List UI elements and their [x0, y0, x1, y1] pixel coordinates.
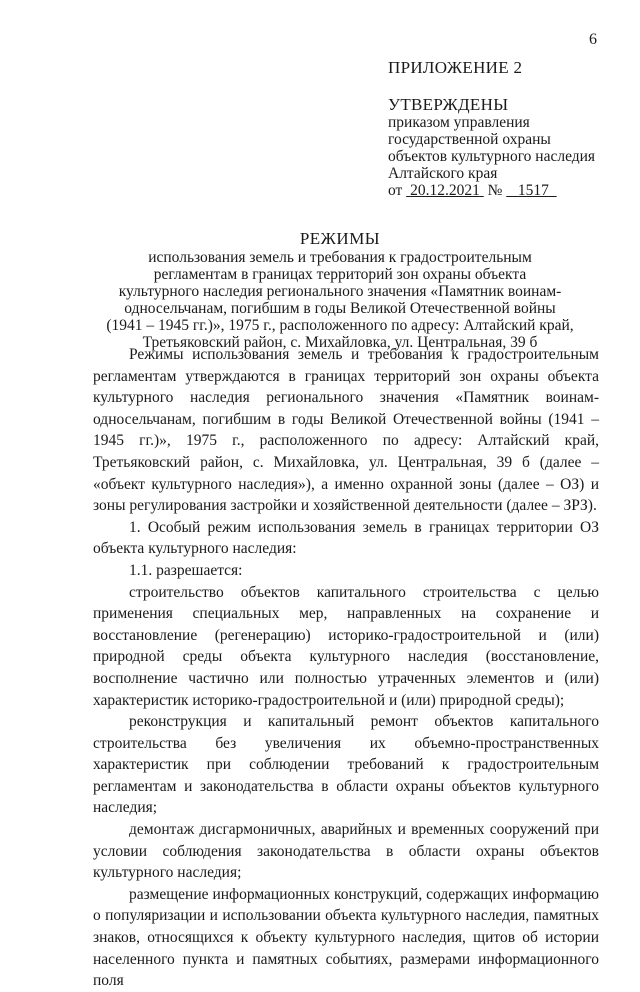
paragraph: демонтаж дисгармоничных, аварийных и временных сооружений при условии соблюдения законодательства в области охраны объектов культурного наследия; — [93, 821, 599, 882]
title-line: регламентам в границах территорий зон охраны объекта — [153, 266, 527, 283]
number-prefix: № — [483, 182, 507, 199]
page-number: 6 — [589, 31, 597, 48]
title-line: (1941 – 1945 гг.)», 1975 г., расположенного по адресу: Алтайский край, — [106, 317, 574, 334]
title-line: использования земель и требования к градостроительным — [148, 249, 532, 266]
approval-block — [388, 58, 628, 199]
paragraph: строительство объектов капитального строительства с целью применения специальных мер, направленных на сохранение и восстановление (регенерацию) историко-градостроительной и (или) природной среды объекта культурного наследия (восстановление, восполнение частично или полностью утраченных элементов и (или) характеристик историко-градостроительной и (или) природной среды); — [93, 583, 599, 709]
approval-line: объектов культурного наследия — [388, 148, 596, 165]
paragraph: размещение информационных конструкций, содержащих информацию о популяризации и использовании объекта культурного наследия, памятных знаков, относящихся к объекту культурного наследия, щитов об истории населенного пункта и памятных событиях, размерами информационного поля — [93, 885, 599, 990]
paragraph: 1.1. разрешается: — [129, 561, 243, 579]
title-line: Третьяковский район, с. Михайловка, ул. Центральная, 39 б — [142, 334, 538, 351]
paragraph: реконструкция и капитальный ремонт объектов капитального строительства без увеличения их объемно-пространственных характеристик при соблюдении требований к градостроительным регламентам и законодательства в области охраны объектов культурного наследия; — [93, 713, 599, 817]
document-body — [93, 344, 599, 992]
order-number: 1517 — [517, 182, 549, 199]
paragraph: Режимы использования земель и требования к градостроительным регламентам утверждаются в границах территорий зон охраны объекта культурного наследия регионального значения «Памятник воинам-односельчанам, погибшим в годы Великой Отечественной войны (1941 – 1945 гг.)», 1975 г., расположенного по адресу: Алтайский край, Третьяковский район, с. Михайловка, ул. Центральная, 39 б (далее – «объект культурного наследия»), а именно охранной зоны (далее – ОЗ) и зоны регулирования застройки и хозяйственной деятельности (далее – ЗРЗ). — [93, 346, 599, 515]
paragraph: 1. Особый режим использования земель в границах территории ОЗ объекта культурного наследия: — [93, 518, 599, 558]
title-line: односельчанам, погибшим в годы Великой Отечественной войны — [124, 300, 556, 317]
order-date: 20.12.2021 — [410, 182, 480, 199]
document-title: РЕЖИМЫ — [299, 229, 381, 248]
approved-label: УТВЕРЖДЕНЫ — [388, 95, 509, 114]
approval-line: Алтайского края — [388, 165, 498, 182]
approval-line: приказом управления — [388, 114, 530, 131]
approval-date-line — [388, 182, 628, 199]
title-line: культурного наследия регионального значения «Памятник воинам- — [118, 283, 562, 300]
approval-line: государственной охраны — [388, 131, 551, 148]
appendix-label: ПРИЛОЖЕНИЕ 2 — [388, 58, 523, 77]
document-title-block — [100, 230, 580, 351]
date-prefix: от — [388, 182, 407, 199]
